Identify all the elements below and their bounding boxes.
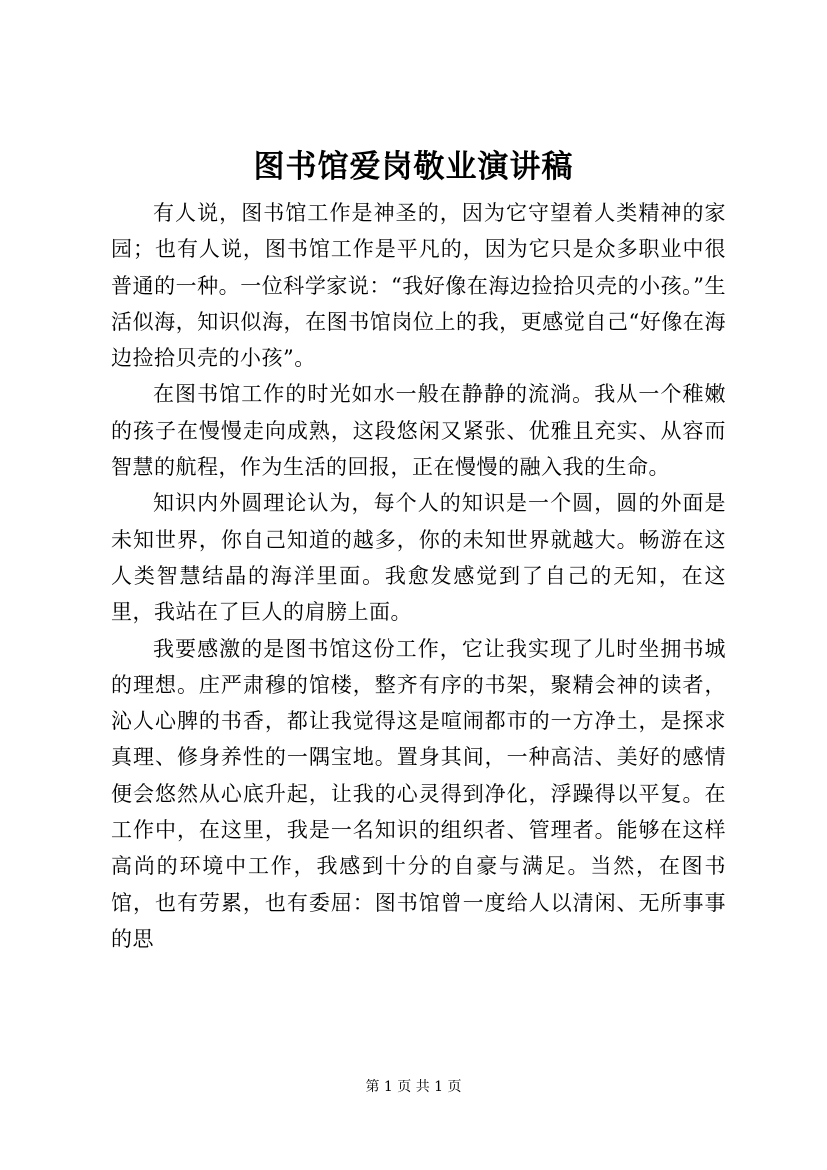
paragraph-2: 在图书馆工作的时光如水一般在静静的流淌。我从一个稚嫩的孩子在慢慢走向成熟，这段悠闲又紧张、优雅且充实、从容而智慧的航程，作为生活的回报，正在慢慢的融入我的生命。: [111, 382, 726, 480]
paragraph-1: 有人说，图书馆工作是神圣的，因为它守望着人类精神的家园；也有人说，图书馆工作是平凡的，因为它只是众多职业中很普通的一种。一位科学家说：“我好像在海边捡拾贝壳的小孩。”生活似海，知识似海，在图书馆岗位上的我，更感觉自己“好像在海边捡拾贝壳的小孩”。: [111, 201, 726, 371]
paragraph-3: 知识内外圆理论认为，每个人的知识是一个圆，圆的外面是未知世界，你自己知道的越多，你的未知世界就越大。畅游在这人类智慧结晶的海洋里面。我愈发感觉到了自己的无知，在这里，我站在了巨人的肩膀上面。: [111, 491, 726, 625]
paragraph-4: 我要感激的是图书馆这份工作，它让我实现了儿时坐拥书城的理想。庄严肃穆的馆楼，整齐有序的书架，聚精会神的读者，沁人心脾的书香，都让我觉得这是喧闹都市的一方净土，是探求真理、修身养性的一隅宝地。置身其间，一种高洁、美好的感情便会悠然从心底升起，让我的心灵得到净化，浮躁得以平复。在工作中，在这里，我是一名知识的组织者、管理者。能够在这样高尚的环境中工作，我感到十分的自豪与满足。当然，在图书馆，也有劳累，也有委屈：图书馆曾一度给人以清闲、无所事事的思: [111, 636, 726, 951]
document-title: 图书馆爱岗敬业演讲稿: [253, 149, 574, 185]
document-body: [111, 195, 726, 957]
page-footer: 第 1 页 共 1 页: [365, 1079, 462, 1095]
